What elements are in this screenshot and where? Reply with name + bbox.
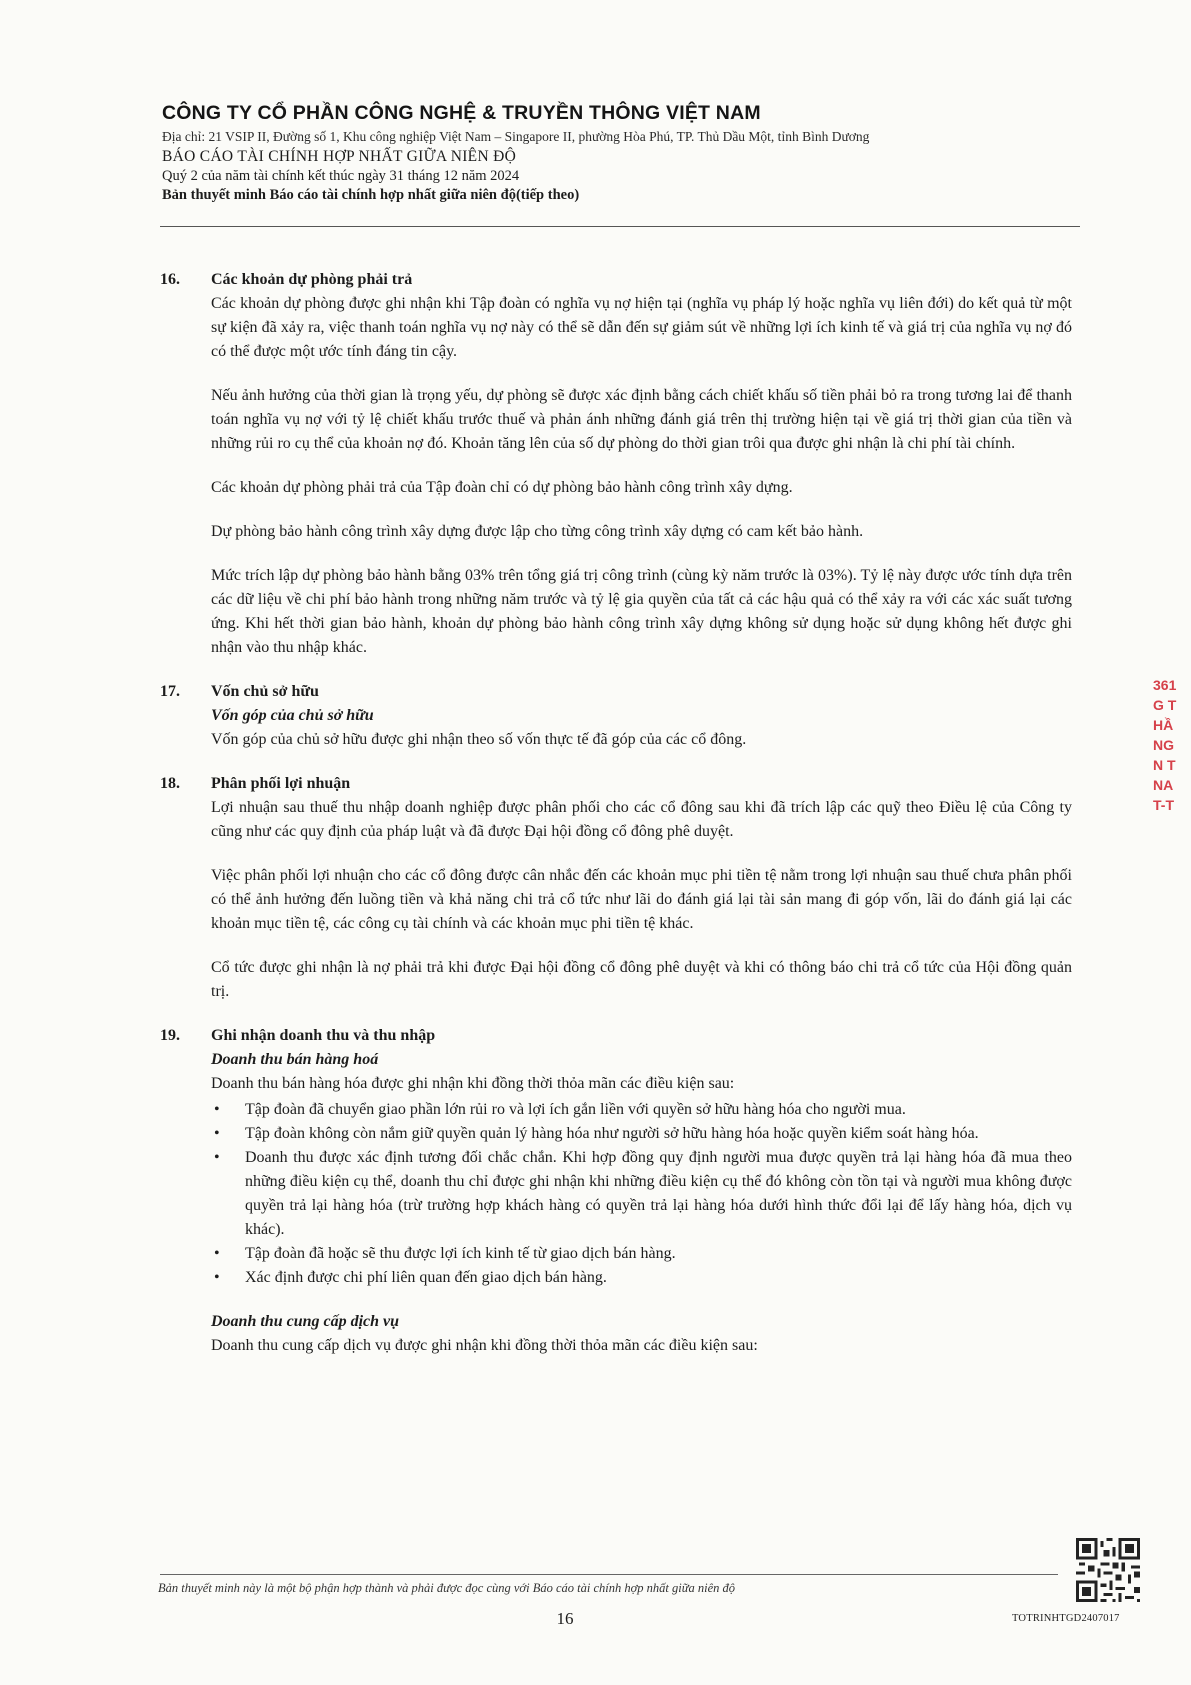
paragraph: Lợi nhuận sau thuế thu nhập doanh nghiệp được phân phối cho các cổ đông sau khi đã trích lập các quỹ theo Điều lệ của Công ty cũng như các quy định của pháp luật và đã được Đại hội đồng cổ đông phê duyệt. [211, 799, 1072, 840]
section-title: Các khoản dự phòng phải trả [211, 271, 413, 288]
header-divider [160, 226, 1080, 227]
company-name: CÔNG TY CỔ PHẦN CÔNG NGHỆ & TRUYỀN THÔNG VIỆT NAM [162, 102, 761, 124]
subsection-title: Vốn góp của chủ sở hữu [211, 707, 374, 724]
section-title: Phân phối lợi nhuận [211, 775, 351, 792]
document-body [160, 268, 1072, 1378]
paragraph: Cổ tức được ghi nhận là nợ phải trả khi được Đại hội đồng cổ đông phê duyệt và khi có thông báo chi trả cổ tức của Hội đồng quản trị. [211, 959, 1072, 1000]
footer-note: Bản thuyết minh này là một bộ phận hợp thành và phải được đọc cùng với Báo cáo tài chính hợp nhất giữa niên độ [158, 1581, 736, 1595]
subsection-title: Doanh thu cung cấp dịch vụ [211, 1313, 400, 1330]
paragraph: Nếu ảnh hưởng của thời gian là trọng yếu, dự phòng sẽ được xác định bằng cách chiết khấu số tiền phải bỏ ra trong tương lai để thanh toán nghĩa vụ nợ với tỷ lệ chiết khấu trước thuế và phản ánh những đánh giá trên thị trường hiện tại về giá trị thời gian của tiền và những rủi ro cụ thể của khoản nợ đó. Khoản tăng lên của số dự phòng do thời gian trôi qua được ghi nhận là chi phí tài chính. [211, 387, 1072, 452]
footer-divider [160, 1574, 1058, 1575]
stamp-text: HẦ [1153, 717, 1174, 733]
section-18 [160, 772, 1072, 1004]
stamp-text: NA [1153, 777, 1174, 793]
report-period: Quý 2 của năm tài chính kết thúc ngày 31 tháng 12 năm 2024 [162, 168, 520, 184]
document-code: TOTRINHTGD2407017 [1012, 1613, 1120, 1624]
stamp-text: 361 [1153, 677, 1177, 693]
section-number: 18. [160, 775, 180, 792]
list-item: • Tập đoàn không còn nắm giữ quyền quản lý hàng hóa như người sở hữu hàng hóa hoặc quyền kiểm soát hàng hóa. [211, 1122, 1072, 1146]
list-item: • Tập đoàn đã chuyển giao phần lớn rủi ro và lợi ích gắn liền với quyền sở hữu hàng hóa cho người mua. [211, 1098, 1072, 1122]
report-subtitle: Bản thuyết minh Báo cáo tài chính hợp nhất giữa niên độ(tiếp theo) [162, 187, 580, 203]
paragraph: Việc phân phối lợi nhuận cho các cổ đông được cân nhắc đến các khoản mục phi tiền tệ nằm trong lợi nhuận sau thuế chưa phân phối có thể ảnh hưởng đến luồng tiền và khả năng chi trả cổ tức như lãi do đánh giá lại tài sản mang đi góp vốn, lãi do đánh giá lại các khoản mục tiền tệ, các công cụ tài chính và các khoản mục phi tiền tệ khác. [211, 867, 1072, 932]
section-17 [160, 680, 1072, 752]
company-stamp [1153, 675, 1191, 890]
subsection-title: Doanh thu bán hàng hoá [211, 1051, 379, 1068]
list-item: • Xác định được chi phí liên quan đến giao dịch bán hàng. [211, 1266, 1072, 1290]
qr-code-icon [1076, 1538, 1140, 1602]
section-title: Ghi nhận doanh thu và thu nhập [211, 1027, 436, 1044]
condition-list [211, 1098, 1072, 1290]
section-title: Vốn chủ sở hữu [211, 683, 319, 700]
page-header [162, 102, 1082, 204]
section-16 [160, 268, 1072, 660]
paragraph: Dự phòng bảo hành công trình xây dựng được lập cho từng công trình xây dựng có cam kết bảo hành. [211, 523, 864, 540]
paragraph: Doanh thu bán hàng hóa được ghi nhận khi đồng thời thỏa mãn các điều kiện sau: [211, 1075, 735, 1092]
paragraph: Mức trích lập dự phòng bảo hành bằng 03% trên tổng giá trị công trình (cùng kỳ năm trước là 03%). Tỷ lệ này được ước tính dựa trên các dữ liệu về chi phí bảo hành trong những năm trước và tỷ lệ gia quyền của tất cả các hậu quả có thể xảy ra với các xác suất tương ứng. Khi hết thời gian bảo hành, khoản dự phòng bảo hành công trình xây dựng không sử dụng hoặc sử dụng không hết được ghi nhận vào thu nhập khác. [211, 567, 1072, 656]
paragraph: Doanh thu cung cấp dịch vụ được ghi nhận khi đồng thời thỏa mãn các điều kiện sau: [211, 1337, 758, 1354]
section-19 [160, 1024, 1072, 1358]
stamp-text: T-T [1153, 797, 1174, 813]
paragraph: Các khoản dự phòng phải trả của Tập đoàn chỉ có dự phòng bảo hành công trình xây dựng. [211, 479, 793, 496]
paragraph: Vốn góp của chủ sở hữu được ghi nhận theo số vốn thực tế đã góp của các cổ đông. [211, 731, 747, 748]
list-item: • Tập đoàn đã hoặc sẽ thu được lợi ích kinh tế từ giao dịch bán hàng. [211, 1242, 1072, 1266]
section-number: 16. [160, 271, 180, 288]
stamp-text: NG [1153, 737, 1174, 753]
stamp-text: G T [1153, 697, 1177, 713]
report-title: BÁO CÁO TÀI CHÍNH HỢP NHẤT GIỮA NIÊN ĐỘ [162, 148, 517, 165]
paragraph: Các khoản dự phòng được ghi nhận khi Tập đoàn có nghĩa vụ nợ hiện tại (nghĩa vụ pháp lý hoặc nghĩa vụ liên đới) do kết quả từ một sự kiện đã xảy ra, việc thanh toán nghĩa vụ nợ này có thể sẽ dẫn đến sự giảm sút về những lợi ích kinh tế và giá trị của nghĩa vụ nợ đó có thể được một ước tính đáng tin cậy. [211, 295, 1072, 360]
list-item: • Doanh thu được xác định tương đối chắc chắn. Khi hợp đồng quy định người mua được quyền trả lại hàng hóa đã mua theo những điều kiện cụ thể, doanh thu chỉ được ghi nhận khi những điều kiện cụ thể đó không còn tồn tại và người mua không được quyền trả lại hàng hóa (trừ trường hợp khách hàng có quyền trả lại hàng hóa dưới hình thức đổi lại để lấy hàng hóa, dịch vụ khác). [211, 1146, 1072, 1242]
section-number: 19. [160, 1027, 180, 1044]
company-address: Địa chỉ: 21 VSIP II, Đường số 1, Khu công nghiệp Việt Nam – Singapore II, phường Hòa Phú, TP. Thủ Dầu Một, tỉnh Bình Dương [162, 129, 870, 144]
stamp-text: N T [1153, 757, 1176, 773]
section-number: 17. [160, 683, 180, 700]
page-number: 16 [556, 1609, 574, 1628]
